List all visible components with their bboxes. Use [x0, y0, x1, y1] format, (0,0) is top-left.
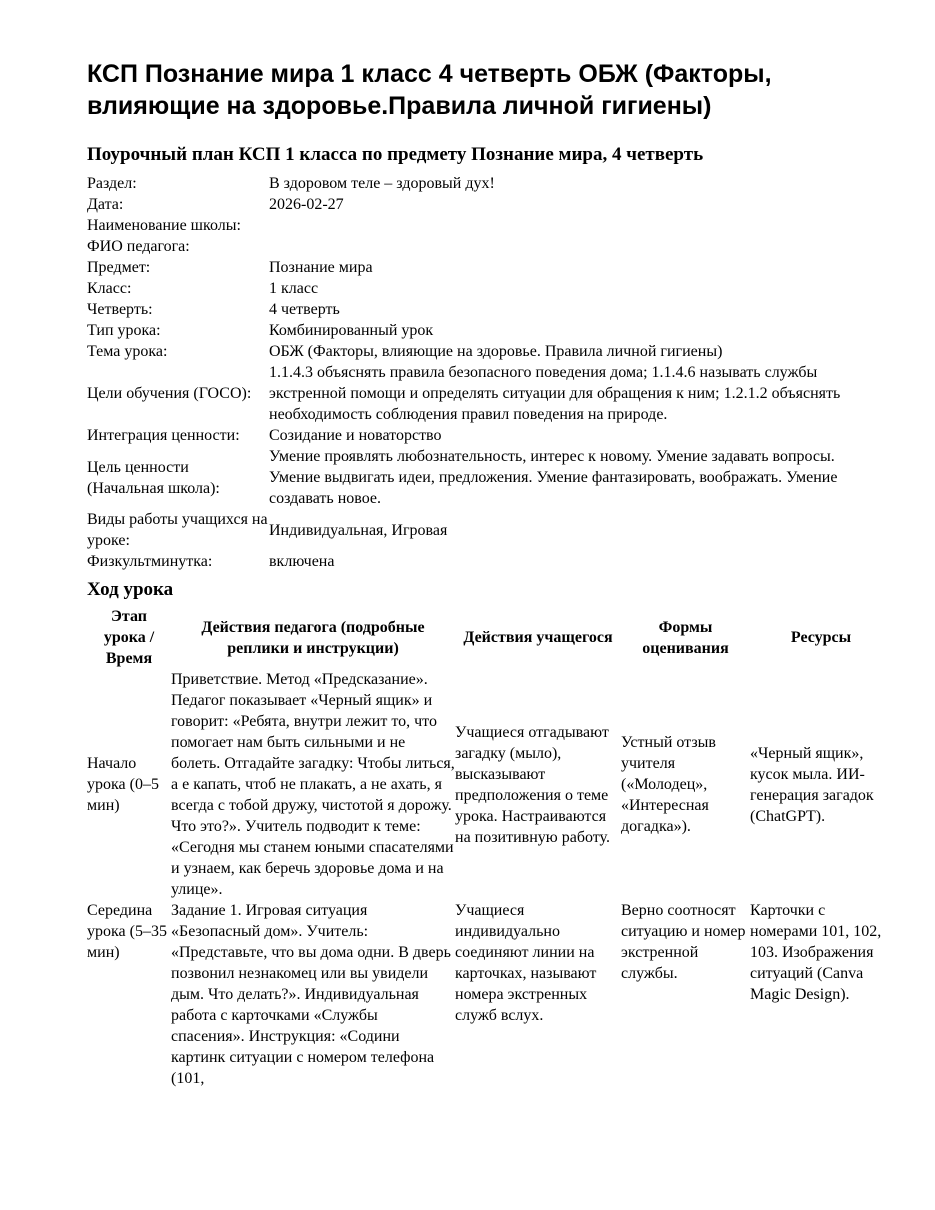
info-label: Тип урока: [87, 322, 161, 339]
info-row [87, 551, 887, 572]
info-value [269, 236, 887, 257]
document-page [87, 58, 887, 1089]
page-title: КСП Познание мира 1 класс 4 четверть ОБЖ (Факторы, влияющие на здоровье.Правила личной гигиены) [87, 60, 772, 120]
info-row [87, 509, 887, 551]
info-value: включена [269, 553, 335, 570]
info-value: Познание мира [269, 259, 373, 276]
column-header-student: Действия учащегося [463, 629, 613, 646]
info-row [87, 341, 887, 362]
info-label: Физкультминутка: [87, 553, 213, 570]
lesson-info-table [87, 173, 887, 572]
info-value: Комбинированный урок [269, 322, 434, 339]
info-label: Класс: [87, 280, 132, 297]
column-header-resources: Ресурсы [790, 629, 852, 646]
resources-cell: Карточки с номерами 101, 102, 103. Изображения ситуаций (Canva Magic Design). [750, 902, 882, 1003]
info-row [87, 299, 887, 320]
info-label: Четверть: [87, 301, 153, 318]
student-actions-cell: Учащиеся отгадывают загадку (мыло), высказывают предположения о теме урока. Настраиваются на позитивную работу. [455, 723, 610, 846]
info-value: 1.1.4.3 объяснять правила безопасного поведения дома; 1.1.4.6 называть службы экстренной помощи и определять ситуации для обращения к ним; 1.2.1.2 объяснять необходимость соблюдения правил поведения на природе. [269, 364, 841, 423]
info-value: 2026-02-27 [269, 196, 344, 213]
info-row [87, 173, 887, 194]
table-row [87, 669, 892, 900]
table-header-row [87, 606, 892, 669]
lesson-plan-table [87, 606, 892, 1089]
plan-subtitle: Поурочный план КСП 1 класса по предмету Познание мира, 4 четверть [87, 144, 704, 165]
info-value [269, 215, 887, 236]
info-value: 1 класс [269, 280, 319, 297]
resources-cell: «Черный ящик», кусок мыла. ИИ-генерация загадок (ChatGPT). [750, 744, 874, 825]
info-value: В здоровом теле – здоровый дух! [269, 175, 495, 192]
column-header-teacher: Действия педагога (подробные реплики и инструкции) [201, 618, 425, 657]
column-header-assessment: Формы оценивания [642, 618, 729, 657]
info-label: Интеграция ценности: [87, 427, 240, 444]
info-row [87, 215, 887, 236]
info-row [87, 236, 887, 257]
student-actions-cell: Учащиеся индивидуально соединяют линии на карточках, называют номера экстренных служб вслух. [455, 902, 597, 1024]
table-row [87, 900, 892, 1089]
info-row [87, 194, 887, 215]
info-row [87, 257, 887, 278]
stage-cell: Начало урока (0–5 мин) [87, 755, 159, 814]
info-label: Предмет: [87, 259, 151, 276]
info-row [87, 362, 887, 425]
info-label: ФИО педагога: [87, 238, 190, 255]
info-label: Раздел: [87, 175, 137, 192]
column-header-stage: Этап урока / Время [103, 608, 155, 667]
info-label: Виды работы учащихся на уроке: [87, 511, 268, 549]
stage-cell: Середина урока (5–35 мин) [87, 902, 167, 961]
teacher-actions-cell: Приветствие. Метод «Предсказание». Педагог показывает «Черный ящик» и говорит: «Ребята, внутри лежит то, что помогает нам быть сильными и не болеть. Отгадайте загадку: Чтобы литься, а е капать, чтоб не плакать, а не ахать, я всегда с тобой дружу, чистотой я дорожу. Что это?». Учитель подводит к теме: «Сегодня мы станем юными спасателями и узнаем, как беречь здоровье дома и на улице». [171, 671, 455, 898]
info-row [87, 320, 887, 341]
lesson-progress-heading: Ход урока [87, 579, 174, 600]
info-value: Созидание и новаторство [269, 427, 442, 444]
info-label: Тема урока: [87, 343, 168, 360]
info-label: Цели обучения (ГОСО): [87, 385, 252, 402]
assessment-cell: Верно соотносят ситуацию и номер экстренной службы. [621, 902, 746, 982]
assessment-cell: Устный отзыв учителя («Молодец», «Интересная догадка»). [621, 734, 716, 835]
info-value: 4 четверть [269, 301, 340, 318]
info-label: Дата: [87, 196, 124, 213]
info-row [87, 425, 887, 446]
info-row [87, 446, 887, 509]
info-value: ОБЖ (Факторы, влияющие на здоровье. Правила личной гигиены) [269, 343, 723, 360]
teacher-actions-cell: Задание 1. Игровая ситуация «Безопасный дом». Учитель: «Представьте, что вы дома одни. В дверь позвонил незнакомец или вы увидели дым. Что делать?». Индивидуальная работа с карточками «Службы спасения». Инструкция: «Содини картинк ситуации с номером телефона (101, [171, 902, 451, 1087]
info-value: Индивидуальная, Игровая [269, 521, 448, 539]
info-label: Цель ценности (Начальная школа): [87, 458, 220, 497]
info-row [87, 278, 887, 299]
info-value: Умение проявлять любознательность, интерес к новому. Умение задавать вопросы. Умение выдвигать идеи, предложения. Умение фантазировать, воображать. Умение создавать новое. [269, 448, 838, 507]
info-label: Наименование школы: [87, 217, 241, 234]
